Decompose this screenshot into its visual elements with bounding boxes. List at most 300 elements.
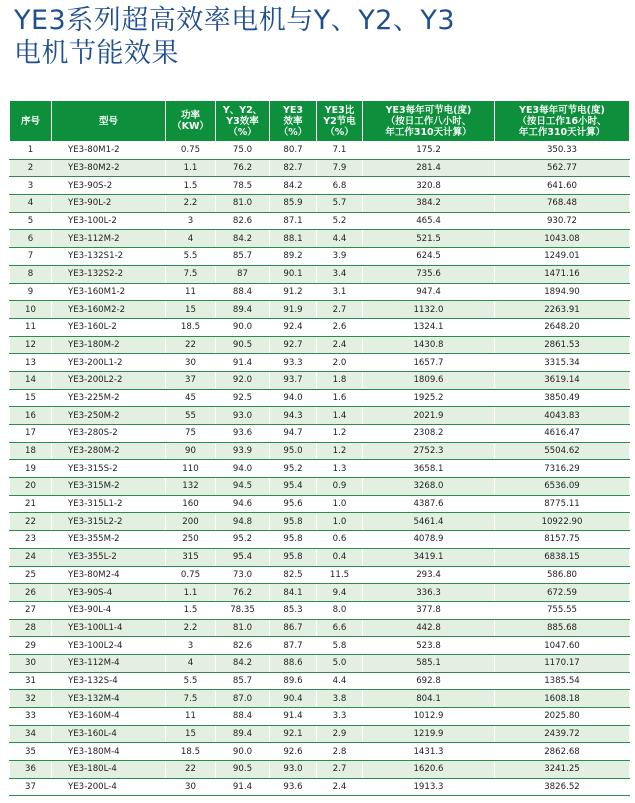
header-cell: Y、Y2、 Y3效率 （%）: [216, 101, 270, 142]
table-cell: 18: [10, 442, 52, 460]
table-cell: 804.1: [363, 690, 495, 708]
table-cell: 110: [166, 460, 216, 478]
table-cell: 250: [166, 531, 216, 549]
table-cell: 4: [10, 195, 52, 213]
table-cell: 88.4: [216, 708, 270, 726]
table-cell: 24: [10, 548, 52, 566]
table-cell: 3: [166, 212, 216, 230]
table-row: [10, 601, 630, 619]
model-cell: YE3-90L-2: [52, 195, 166, 213]
table-cell: 87.1: [270, 212, 317, 230]
table-cell: 2.9: [317, 725, 363, 743]
table-cell: 45: [166, 389, 216, 407]
table-cell: 586.80: [495, 566, 630, 584]
table-cell: 2862.68: [495, 743, 630, 761]
table-cell: 31: [10, 672, 52, 690]
table-cell: 90.1: [270, 265, 317, 283]
model-cell: YE3-100L2-4: [52, 637, 166, 655]
table-cell: 89.6: [270, 672, 317, 690]
table-cell: 692.8: [363, 672, 495, 690]
table-cell: 22: [166, 761, 216, 779]
table-cell: 80.7: [270, 142, 317, 160]
table-cell: 7.5: [166, 690, 216, 708]
table-row: [10, 230, 630, 248]
table-cell: 5.7: [317, 195, 363, 213]
table-row: [10, 566, 630, 584]
table-cell: 1: [10, 142, 52, 160]
table-row: [10, 778, 630, 796]
table-cell: 2.7: [317, 761, 363, 779]
table-cell: 1.1: [166, 159, 216, 177]
table-cell: 93.6: [270, 778, 317, 796]
table-cell: 93.0: [216, 407, 270, 425]
model-cell: YE3-200L-4: [52, 778, 166, 796]
table-cell: 3.8: [317, 690, 363, 708]
model-cell: YE3-160L-2: [52, 318, 166, 336]
table-cell: 4.4: [317, 230, 363, 248]
model-cell: YE3-112M-2: [52, 230, 166, 248]
table-cell: 95.6: [270, 495, 317, 513]
table-row: [10, 159, 630, 177]
table-cell: 7.9: [317, 159, 363, 177]
table-row: [10, 743, 630, 761]
table-cell: 768.48: [495, 195, 630, 213]
model-cell: YE3-160L-4: [52, 725, 166, 743]
table-cell: 384.2: [363, 195, 495, 213]
table-cell: 5.2: [317, 212, 363, 230]
table-cell: 1.4: [317, 407, 363, 425]
table-cell: 1.0: [317, 495, 363, 513]
table-cell: 5.5: [166, 248, 216, 266]
model-cell: YE3-280M-2: [52, 442, 166, 460]
model-cell: YE3-200L1-2: [52, 354, 166, 372]
table-cell: 33: [10, 708, 52, 726]
table-cell: 315: [166, 548, 216, 566]
table-cell: 11: [166, 708, 216, 726]
table-cell: 95.8: [270, 513, 317, 531]
table-cell: 15: [10, 389, 52, 407]
table-row: [10, 460, 630, 478]
table-cell: 81.0: [216, 619, 270, 637]
table-row: [10, 195, 630, 213]
table-cell: 0.9: [317, 478, 363, 496]
table-cell: 93.0: [270, 761, 317, 779]
table-cell: 35: [10, 743, 52, 761]
table-cell: 465.4: [363, 212, 495, 230]
table-cell: 92.5: [216, 389, 270, 407]
table-cell: 94.7: [270, 425, 317, 443]
table-cell: 76.2: [216, 159, 270, 177]
table-cell: 93.3: [270, 354, 317, 372]
table-cell: 2263.91: [495, 301, 630, 319]
table-cell: 2861.53: [495, 336, 630, 354]
table-cell: 95.2: [216, 531, 270, 549]
table-cell: 12: [10, 336, 52, 354]
table-cell: 624.5: [363, 248, 495, 266]
table-header-row: [10, 101, 630, 142]
table-cell: 1219.9: [363, 725, 495, 743]
model-cell: YE3-160M2-2: [52, 301, 166, 319]
table-cell: 21: [10, 495, 52, 513]
table-cell: 82.7: [270, 159, 317, 177]
table-cell: 1471.16: [495, 265, 630, 283]
table-cell: 9: [10, 283, 52, 301]
table-cell: 1430.8: [363, 336, 495, 354]
table-cell: 4: [166, 230, 216, 248]
table-cell: 14: [10, 371, 52, 389]
table-cell: 9.4: [317, 584, 363, 602]
table-row: [10, 548, 630, 566]
table-cell: 4043.83: [495, 407, 630, 425]
table-cell: 585.1: [363, 654, 495, 672]
table-cell: 3658.1: [363, 460, 495, 478]
table-cell: 84.2: [216, 654, 270, 672]
model-cell: YE3-225M-2: [52, 389, 166, 407]
table-cell: 1.3: [317, 460, 363, 478]
model-cell: YE3-132M-4: [52, 690, 166, 708]
model-cell: YE3-355L-2: [52, 548, 166, 566]
table-cell: 200: [166, 513, 216, 531]
table-cell: 523.8: [363, 637, 495, 655]
model-cell: YE3-200L2-2: [52, 371, 166, 389]
table-row: [10, 212, 630, 230]
table-row: [10, 336, 630, 354]
table-cell: 84.2: [270, 177, 317, 195]
table-cell: 442.8: [363, 619, 495, 637]
table-cell: 930.72: [495, 212, 630, 230]
page-title: [0, 0, 635, 88]
energy-saving-table: [9, 100, 630, 796]
model-cell: YE3-100L1-4: [52, 619, 166, 637]
table-cell: 0.6: [317, 531, 363, 549]
table-cell: 5: [10, 212, 52, 230]
model-cell: YE3-315M-2: [52, 478, 166, 496]
table-cell: 19: [10, 460, 52, 478]
table-cell: 3826.52: [495, 778, 630, 796]
model-cell: YE3-160M-4: [52, 708, 166, 726]
table-cell: 2021.9: [363, 407, 495, 425]
table-cell: 91.4: [216, 354, 270, 372]
table-row: [10, 531, 630, 549]
table-cell: 30: [10, 654, 52, 672]
table-cell: 11.5: [317, 566, 363, 584]
table-cell: 5461.4: [363, 513, 495, 531]
table-row: [10, 371, 630, 389]
table-cell: 2308.2: [363, 425, 495, 443]
table-cell: 641.60: [495, 177, 630, 195]
table-row: [10, 619, 630, 637]
table-cell: 10: [10, 301, 52, 319]
table-cell: 1809.6: [363, 371, 495, 389]
model-cell: YE3-280S-2: [52, 425, 166, 443]
table-cell: 78.5: [216, 177, 270, 195]
table-cell: 2.7: [317, 301, 363, 319]
table-cell: 75.0: [216, 142, 270, 160]
model-cell: YE3-180M-4: [52, 743, 166, 761]
table-cell: 7.5: [166, 265, 216, 283]
table-cell: 1012.9: [363, 708, 495, 726]
model-cell: YE3-355M-2: [52, 531, 166, 549]
table-cell: 89.2: [270, 248, 317, 266]
table-cell: 2.4: [317, 336, 363, 354]
table-row: [10, 725, 630, 743]
table-row: [10, 478, 630, 496]
table-cell: 2752.3: [363, 442, 495, 460]
table-cell: 25: [10, 566, 52, 584]
table-cell: 521.5: [363, 230, 495, 248]
table-cell: 90.5: [216, 761, 270, 779]
table-cell: 1620.6: [363, 761, 495, 779]
table-cell: 27: [10, 601, 52, 619]
table-row: [10, 354, 630, 372]
table-cell: 92.7: [270, 336, 317, 354]
table-cell: 1385.54: [495, 672, 630, 690]
table-cell: 94.5: [216, 478, 270, 496]
table-row: [10, 708, 630, 726]
table-cell: 90.4: [270, 690, 317, 708]
table-row: [10, 407, 630, 425]
table-cell: 92.6: [270, 743, 317, 761]
table-cell: 2439.72: [495, 725, 630, 743]
table-cell: 5.5: [166, 672, 216, 690]
table-cell: 95.8: [270, 531, 317, 549]
table-row: [10, 265, 630, 283]
table-cell: 132: [166, 478, 216, 496]
table-cell: 28: [10, 619, 52, 637]
table-cell: 6: [10, 230, 52, 248]
table-cell: 32: [10, 690, 52, 708]
model-cell: YE3-315L2-2: [52, 513, 166, 531]
table-cell: 91.2: [270, 283, 317, 301]
table-cell: 90.0: [216, 743, 270, 761]
table-cell: 2.2: [166, 195, 216, 213]
table-cell: 3619.14: [495, 371, 630, 389]
table-cell: 2.0: [317, 354, 363, 372]
table-cell: 1.0: [317, 513, 363, 531]
table-cell: 94.6: [216, 495, 270, 513]
table-cell: 88.1: [270, 230, 317, 248]
table-cell: 87.0: [216, 690, 270, 708]
table-cell: 34: [10, 725, 52, 743]
table-cell: 13: [10, 354, 52, 372]
table-cell: 8775.11: [495, 495, 630, 513]
table-cell: 1608.18: [495, 690, 630, 708]
table-row: [10, 389, 630, 407]
table-cell: 30: [166, 354, 216, 372]
table-cell: 81.0: [216, 195, 270, 213]
table-cell: 78.35: [216, 601, 270, 619]
table-cell: 562.77: [495, 159, 630, 177]
header-cell: 功率 （KW）: [166, 101, 216, 142]
header-cell: YE3 效率 （%）: [270, 101, 317, 142]
table-cell: 20: [10, 478, 52, 496]
table-cell: 3.1: [317, 283, 363, 301]
table-cell: 2.2: [166, 619, 216, 637]
table-cell: 36: [10, 761, 52, 779]
table-cell: 1043.08: [495, 230, 630, 248]
table-cell: 7316.29: [495, 460, 630, 478]
table-cell: 86.7: [270, 619, 317, 637]
table-cell: 1.2: [317, 425, 363, 443]
table-cell: 2.6: [317, 318, 363, 336]
table-cell: 5504.62: [495, 442, 630, 460]
table-cell: 82.6: [216, 637, 270, 655]
table-cell: 30: [166, 778, 216, 796]
table-cell: 3268.0: [363, 478, 495, 496]
table-cell: 1324.1: [363, 318, 495, 336]
table-cell: 281.4: [363, 159, 495, 177]
table-cell: 29: [10, 637, 52, 655]
table-cell: 7.1: [317, 142, 363, 160]
table-cell: 90.0: [216, 318, 270, 336]
table-cell: 4: [166, 654, 216, 672]
table-cell: 947.4: [363, 283, 495, 301]
table-cell: 0.4: [317, 548, 363, 566]
table-cell: 672.59: [495, 584, 630, 602]
table-cell: 23: [10, 531, 52, 549]
table-cell: 3: [166, 637, 216, 655]
table-cell: 1.2: [317, 442, 363, 460]
table-cell: 18.5: [166, 318, 216, 336]
table-cell: 15: [166, 725, 216, 743]
model-cell: YE3-132S2-2: [52, 265, 166, 283]
table-cell: 1657.7: [363, 354, 495, 372]
table-cell: 1132.0: [363, 301, 495, 319]
table-cell: 37: [10, 778, 52, 796]
table-cell: 18.5: [166, 743, 216, 761]
table-row: [10, 495, 630, 513]
table-cell: 84.2: [216, 230, 270, 248]
table-cell: 350.33: [495, 142, 630, 160]
table-cell: 1925.2: [363, 389, 495, 407]
header-cell: YE3每年可节电(度) （按日工作八小时、 年工作310天计算）: [363, 101, 495, 142]
table-cell: 95.8: [270, 548, 317, 566]
table-row: [10, 425, 630, 443]
table-cell: 85.3: [270, 601, 317, 619]
header-cell: 序号: [10, 101, 52, 142]
model-cell: YE3-315S-2: [52, 460, 166, 478]
header-cell: YE3比 Y2节电 （%）: [317, 101, 363, 142]
table-cell: 10922.90: [495, 513, 630, 531]
model-cell: YE3-250M-2: [52, 407, 166, 425]
table-cell: 87.7: [270, 637, 317, 655]
table-cell: 6838.15: [495, 548, 630, 566]
table-cell: 1431.3: [363, 743, 495, 761]
table-cell: 3.4: [317, 265, 363, 283]
table-cell: 87: [216, 265, 270, 283]
table-cell: 320.8: [363, 177, 495, 195]
table-cell: 95.4: [216, 548, 270, 566]
table-cell: 26: [10, 584, 52, 602]
table-row: [10, 654, 630, 672]
table-cell: 22: [10, 513, 52, 531]
table-cell: 1913.3: [363, 778, 495, 796]
model-cell: YE3-100L-2: [52, 212, 166, 230]
table-cell: 91.4: [216, 778, 270, 796]
table-cell: 92.1: [270, 725, 317, 743]
table-cell: 1.1: [166, 584, 216, 602]
table-cell: 84.1: [270, 584, 317, 602]
model-cell: YE3-80M1-2: [52, 142, 166, 160]
table-cell: 95.2: [270, 460, 317, 478]
table-cell: 3241.25: [495, 761, 630, 779]
table-row: [10, 672, 630, 690]
table-cell: 3.3: [317, 708, 363, 726]
table-cell: 95.0: [270, 442, 317, 460]
table-cell: 89.4: [216, 725, 270, 743]
table-cell: 8157.75: [495, 531, 630, 549]
table-cell: 1.5: [166, 601, 216, 619]
table-cell: 3.9: [317, 248, 363, 266]
table-cell: 85.9: [270, 195, 317, 213]
model-cell: YE3-90S-2: [52, 177, 166, 195]
table-cell: 1.8: [317, 371, 363, 389]
table-cell: 2: [10, 159, 52, 177]
table-cell: 1170.17: [495, 654, 630, 672]
table-body: [10, 142, 630, 796]
table-cell: 160: [166, 495, 216, 513]
table-row: [10, 177, 630, 195]
table-cell: 85.7: [216, 672, 270, 690]
table-cell: 5.0: [317, 654, 363, 672]
table-cell: 885.68: [495, 619, 630, 637]
table-cell: 85.7: [216, 248, 270, 266]
table-cell: 3: [10, 177, 52, 195]
table-cell: 8: [10, 265, 52, 283]
table-cell: 0.75: [166, 142, 216, 160]
table-cell: 91.9: [270, 301, 317, 319]
table-cell: 4.4: [317, 672, 363, 690]
header-cell: YE3每年可节电(度) （按日工作16小时、 年工作310天计算）: [495, 101, 630, 142]
model-cell: YE3-180L-4: [52, 761, 166, 779]
table-cell: 4387.6: [363, 495, 495, 513]
table-cell: 93.7: [270, 371, 317, 389]
table-cell: 93.9: [216, 442, 270, 460]
table-cell: 3850.49: [495, 389, 630, 407]
table-cell: 11: [166, 283, 216, 301]
table-cell: 90: [166, 442, 216, 460]
table-row: [10, 442, 630, 460]
table-cell: 91.4: [270, 708, 317, 726]
table-cell: 3419.1: [363, 548, 495, 566]
header-cell: 型号: [52, 101, 166, 142]
title-line-1: YE3系列超高效率电机与Y、Y2、Y3: [14, 5, 456, 36]
table-cell: 0.75: [166, 566, 216, 584]
table-cell: 92.4: [270, 318, 317, 336]
table-row: [10, 690, 630, 708]
table-cell: 76.2: [216, 584, 270, 602]
table-cell: 88.4: [216, 283, 270, 301]
table-cell: 82.6: [216, 212, 270, 230]
table-cell: 4078.9: [363, 531, 495, 549]
table-cell: 90.5: [216, 336, 270, 354]
table-cell: 2.4: [317, 778, 363, 796]
table-cell: 1047.60: [495, 637, 630, 655]
model-cell: YE3-132S-4: [52, 672, 166, 690]
table-cell: 94.0: [270, 389, 317, 407]
table-row: [10, 584, 630, 602]
table-cell: 2025.80: [495, 708, 630, 726]
table-cell: 4616.47: [495, 425, 630, 443]
model-cell: YE3-90L-4: [52, 601, 166, 619]
table-cell: 88.6: [270, 654, 317, 672]
table-cell: 377.8: [363, 601, 495, 619]
table-cell: 8.0: [317, 601, 363, 619]
model-cell: YE3-315L1-2: [52, 495, 166, 513]
table-cell: 2648.20: [495, 318, 630, 336]
model-cell: YE3-112M-4: [52, 654, 166, 672]
table-cell: 82.5: [270, 566, 317, 584]
